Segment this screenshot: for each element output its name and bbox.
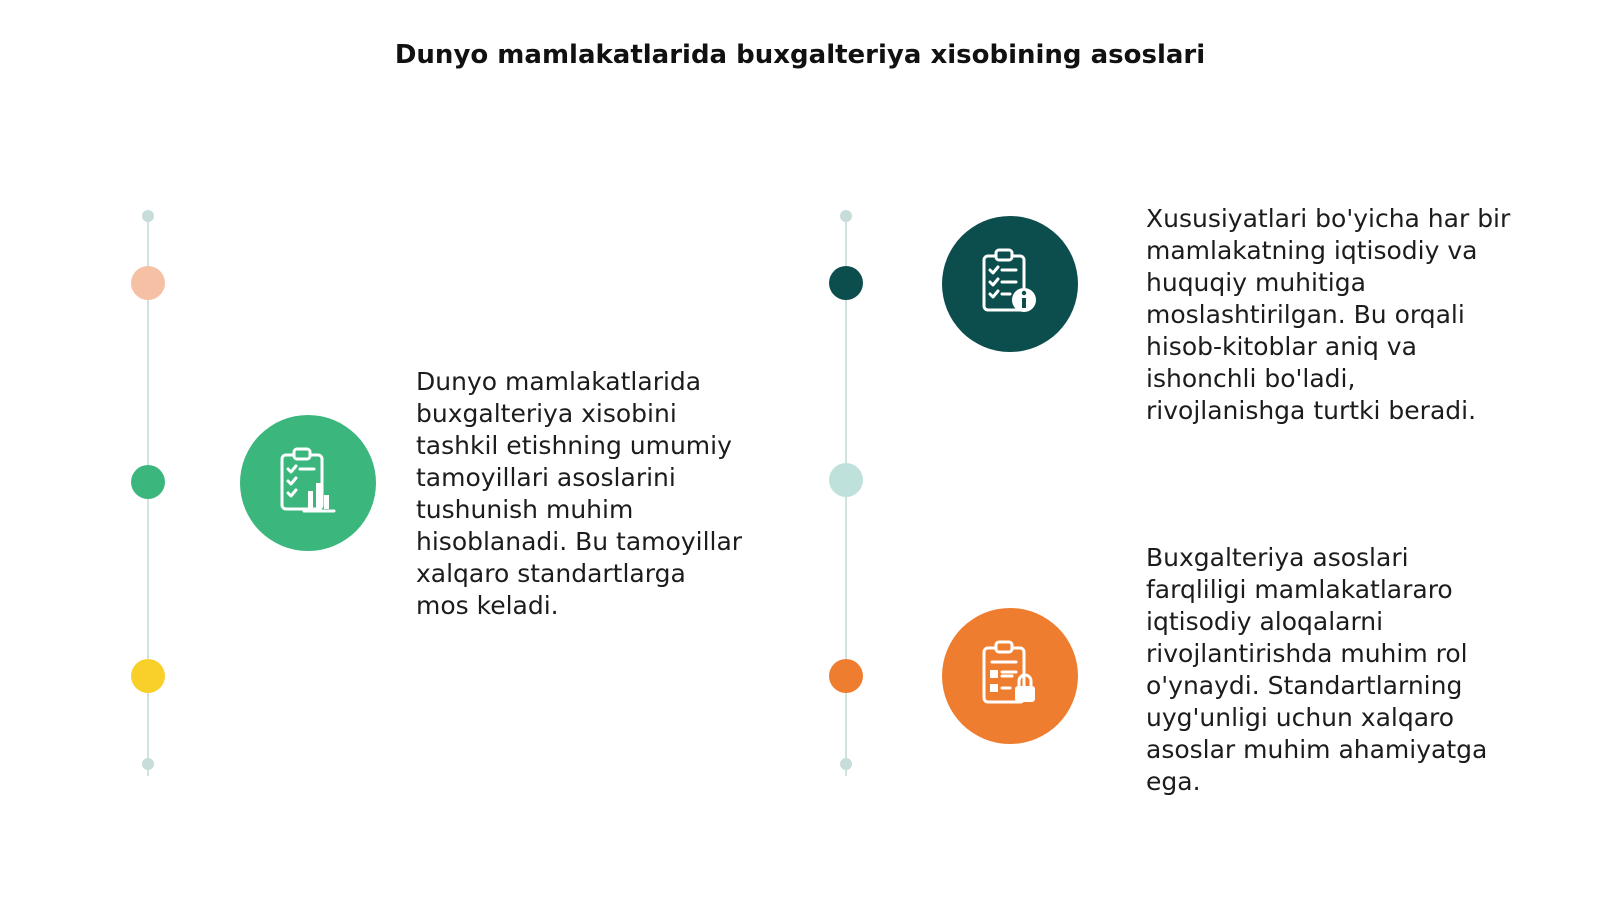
timeline-start-dot: [142, 210, 154, 222]
timeline-marker-dark-teal: [829, 266, 863, 300]
item-text: Xususiyatlari bo'yicha har bir mamlakatning iqtisodiy va huquqiy muhitiga moslashtirilgan. Bu orqali hisob-kitoblar aniq va ishonchli bo'ladi, rivojlanishga turtki beradi.: [1146, 204, 1511, 425]
page-title: Dunyo mamlakatlarida buxgalteriya xisobining asoslari: [394, 40, 1206, 70]
item-text: Dunyo mamlakatlarida buxgalteriya xisobini tashkil etishning umumiy tamoyillari asoslarini tushunish muhim hisoblanadi. Bu tamoyillar xalqaro standartlarga mos keladi.: [416, 367, 743, 620]
clipboard-chart-icon: [240, 415, 376, 551]
timeline-marker-yellow: [131, 659, 165, 693]
timeline-start-dot: [840, 210, 852, 222]
timeline-marker-orange: [829, 659, 863, 693]
item-text: Buxgalteriya asoslari farqliligi mamlakatlararo iqtisodiy aloqalarni rivojlantirishda muhim rol o'ynaydi. Standartlarning uyg'unligi uchun xalqaro asoslar muhim ahamiyatga ega.: [1146, 543, 1488, 796]
timeline-marker-light-teal: [829, 463, 863, 497]
timeline-end-dot: [840, 758, 852, 770]
right-timeline: [826, 216, 866, 776]
timeline-marker-green: [131, 465, 165, 499]
clipboard-info-icon: [942, 216, 1078, 352]
timeline-marker-peach: [131, 266, 165, 300]
clipboard-lock-icon: [942, 608, 1078, 744]
timeline-end-dot: [142, 758, 154, 770]
left-timeline: [128, 216, 168, 776]
